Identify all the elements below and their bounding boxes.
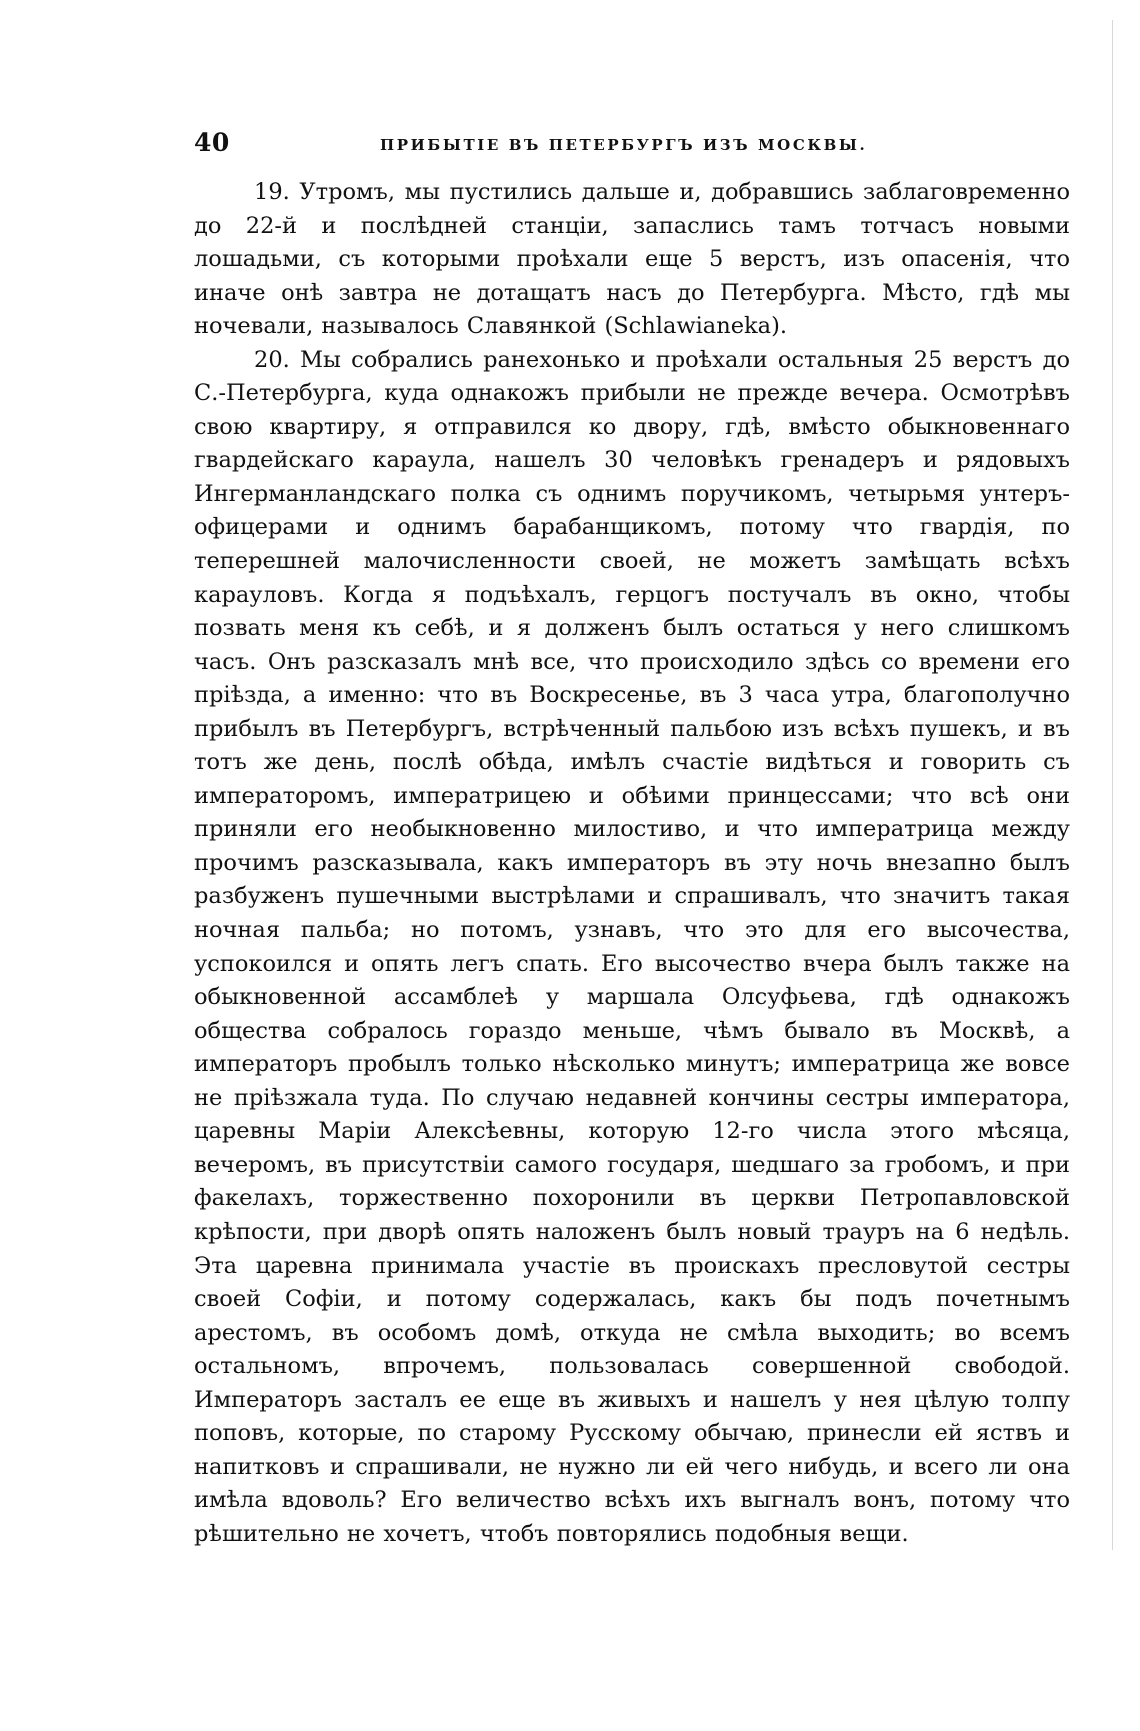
page-edge-line [1112,20,1113,1550]
page-number: 40 [194,128,230,157]
page-header [194,128,1054,164]
paragraph-20: 20. Мы собрались ранехонько и проѣхали остальныя 25 верстъ до С.-Петербурга, куда однакожъ прибыли не прежде вечера. Осмотрѣвъ свою квартиру, я отправился ко двору, гдѣ, вмѣсто обыкновеннаго гвардейскаго караула, нашелъ 30 человѣкъ гренадеръ и рядовыхъ Ингерманландскаго полка съ однимъ поручикомъ, четырьмя унтеръ-офицерами и однимъ барабанщикомъ, потому что гвардія, по теперешней малочисленности своей, не можетъ замѣщать всѣхъ карауловъ. Когда я подъѣхалъ, герцогъ постучалъ въ окно, чтобы позвать меня къ себѣ, и я долженъ былъ остаться у него слишкомъ часъ. Онъ разсказалъ мнѣ все, что происходило здѣсь со времени его пріѣзда, а именно: что въ Воскресенье, въ 3 часа утра, благополучно прибылъ въ Петербургъ, встрѣченный пальбою изъ всѣхъ пушекъ, и въ тотъ же день, послѣ обѣда, имѣлъ счастіе видѣться и говорить съ императоромъ, императрицею и обѣими принцессами; что всѣ они приняли его необыкновенно милостиво, и что императрица между прочимъ разсказывала, какъ императоръ въ эту ночь внезапно былъ разбуженъ пушечными выстрѣлами и спрашивалъ, что значитъ такая ночная пальба; но потомъ, узнавъ, что это для его высочества, успокоился и опять легъ спать. Его высочество вчера былъ также на обыкновенной ассамблеѣ у маршала Олсуфьева, гдѣ однакожъ общества собралось гораздо меньше, чѣмъ бывало въ Москвѣ, а императоръ пробылъ только нѣсколько минутъ; императрица же вовсе не пріѣзжала туда. По случаю недавней кончины сестры императора, царевны Маріи Алексѣевны, которую 12-го числа этого мѣсяца, вечеромъ, въ присутствіи самого государя, шедшаго за гробомъ, и при факелахъ, торжественно похоронили въ церкви Петропавловской крѣпости, при дворѣ опять наложенъ былъ новый трауръ на 6 недѣль. Эта царевна принимала участіе въ проискахъ пресловутой сестры своей Софіи, и потому содержалась, какъ бы подъ почетнымъ арестомъ, въ особомъ домѣ, откуда не смѣла выходить; во всемъ остальномъ, впрочемъ, пользовалась совершенной свободой. Императоръ засталъ ее еще въ живыхъ и нашелъ у нея цѣлую толпу поповъ, которые, по старому Русскому обычаю, принесли ей яствъ и напитковъ и спрашивали, не нужно ли ей чего нибудь, и всего ли она имѣла вдоволь? Его величество всѣхъ ихъ выгналъ вонъ, потому что рѣшительно не хочетъ, чтобъ повторялись подобныя вещи. [194,346,1070,1547]
running-title: ПРИБЫТІЕ ВЪ ПЕТЕРБУРГЪ ИЗЪ МОСКВЫ. [380,136,868,154]
paragraph-19: 19. Утромъ, мы пустились дальше и, добравшись заблаговременно до 22-й и послѣдней станціи, запаслись тамъ тотчасъ новыми лошадьми, съ которыми проѣхали еще 5 верстъ, изъ опасенія, что иначе онѣ завтра не дотащатъ насъ до Петербурга. Мѣсто, гдѣ мы ночевали, называлось Славянкой (Schlawianeka). [194,179,1070,340]
body-text [194,176,1070,1551]
